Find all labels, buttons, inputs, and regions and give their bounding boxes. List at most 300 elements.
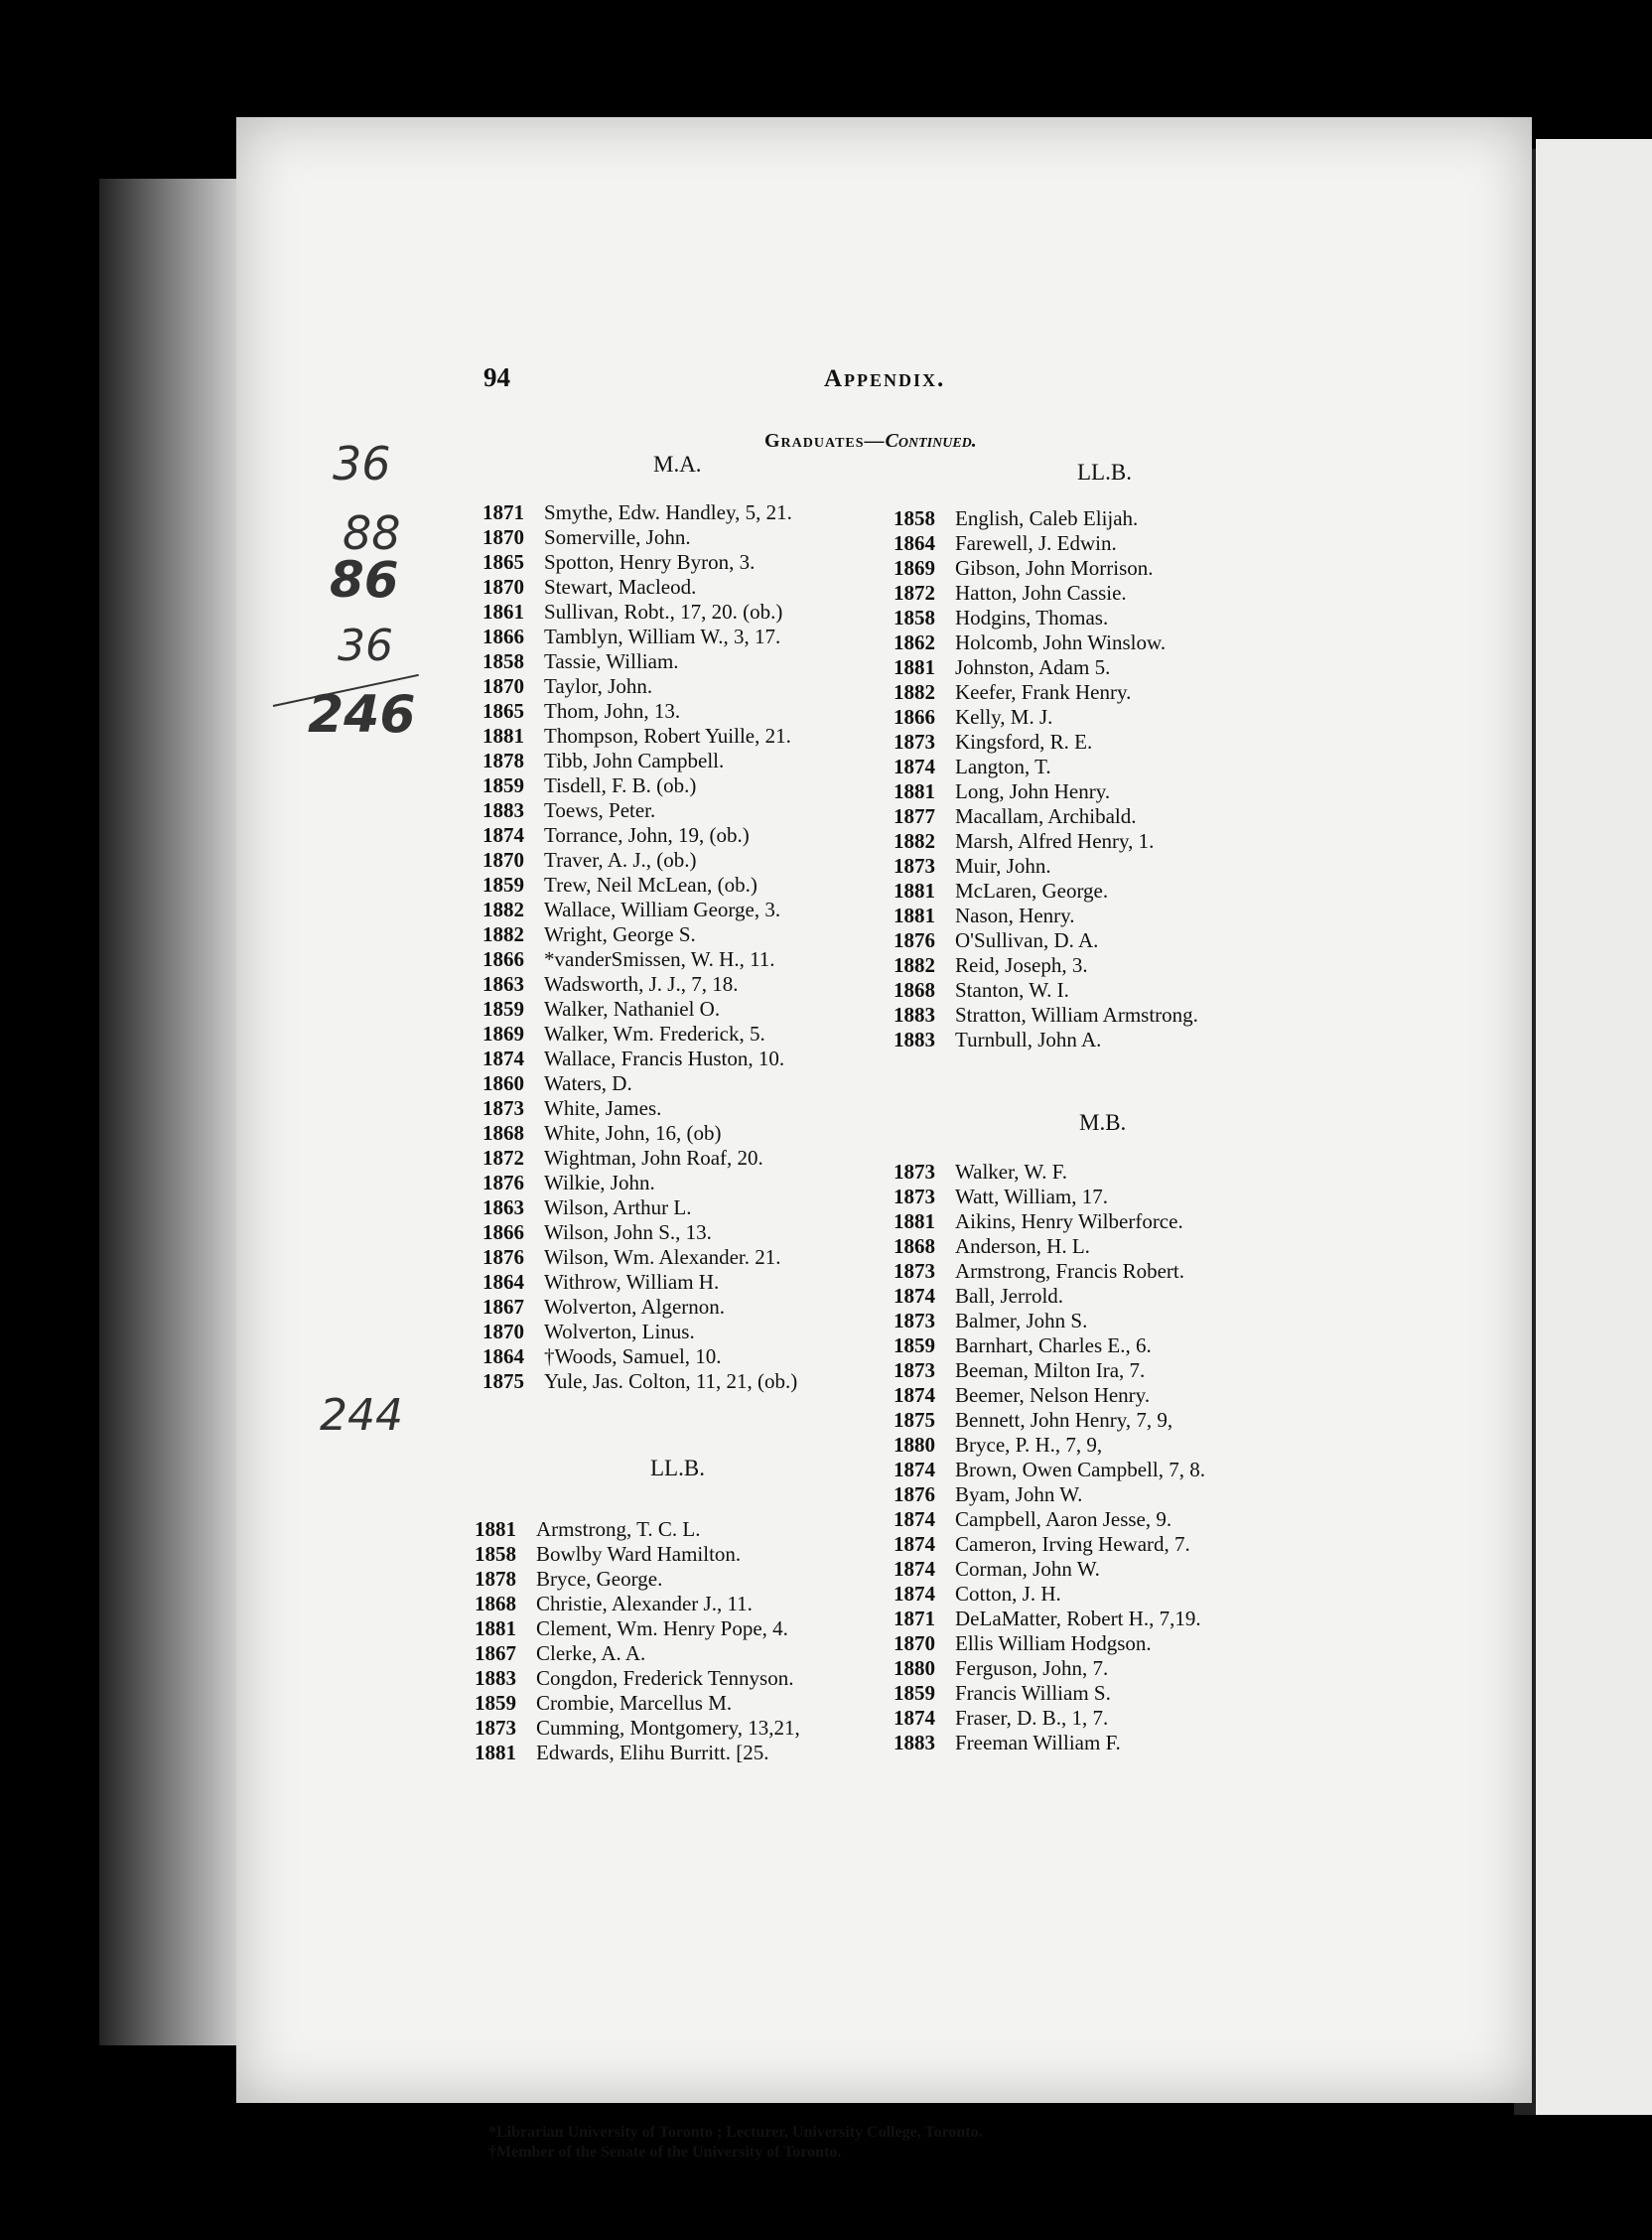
entry-row [482, 1195, 797, 1220]
entry-name: Wilson, Wm. Alexander. 21. [544, 1245, 781, 1269]
entry-row [482, 947, 797, 972]
entry-year: 1873 [894, 854, 935, 878]
entry-name: Kingsford, R. E. [955, 730, 1093, 754]
entry-name: Johnston, Adam 5. [955, 655, 1111, 679]
entry-year: 1874 [894, 1557, 935, 1581]
entry-name: Tisdell, F. B. (ob.) [544, 773, 697, 797]
entry-row [475, 1691, 800, 1716]
entry-row [894, 1458, 1205, 1482]
entry-name: Clement, Wm. Henry Pope, 4. [536, 1616, 788, 1640]
entry-year: 1881 [894, 904, 935, 927]
entry-name: Clerke, A. A. [536, 1641, 646, 1665]
entry-name: Kelly, M. J. [955, 705, 1053, 729]
entry-year: 1881 [894, 655, 935, 679]
entry-row [894, 1433, 1205, 1458]
entry-row [894, 1259, 1205, 1284]
entry-name: Wilson, Arthur L. [544, 1195, 692, 1219]
entry-year: 1881 [475, 1616, 516, 1640]
entry-row [894, 1358, 1205, 1383]
entry-year: 1873 [894, 1160, 935, 1184]
entry-name: White, James. [544, 1096, 662, 1120]
entry-row [894, 1383, 1205, 1408]
entry-year: 1858 [475, 1542, 516, 1566]
entry-row [482, 1022, 797, 1047]
entry-row [482, 625, 797, 649]
entry-year: 1868 [475, 1592, 516, 1615]
entry-row [894, 1731, 1205, 1755]
entry-name: Farewell, J. Edwin. [955, 531, 1117, 555]
entry-year: 1870 [482, 848, 524, 872]
entry-row [894, 1209, 1205, 1234]
entry-year: 1859 [482, 997, 524, 1021]
entry-name: Corman, John W. [955, 1557, 1100, 1581]
left-llb-heading: LL.B. [650, 1456, 705, 1480]
entry-year: 1875 [894, 1408, 935, 1432]
entry-name: Long, John Henry. [955, 779, 1111, 803]
entry-year: 1882 [894, 953, 935, 977]
entry-name: Muir, John. [955, 854, 1051, 878]
entry-row [894, 1333, 1205, 1358]
entry-name: Thompson, Robert Yuille, 21. [544, 724, 791, 748]
entry-year: 1863 [482, 972, 524, 996]
right-column-heading: LL.B. [1077, 460, 1132, 485]
entry-name: Campbell, Aaron Jesse, 9. [955, 1507, 1172, 1531]
entry-year: 1881 [475, 1517, 516, 1541]
entry-year: 1864 [482, 1270, 524, 1294]
entry-row [894, 1582, 1205, 1607]
entry-name: Taylor, John. [544, 674, 653, 698]
entry-year: 1876 [482, 1171, 524, 1194]
entry-year: 1858 [894, 606, 935, 630]
entry-year: 1874 [482, 1047, 524, 1070]
entry-name: Traver, A. J., (ob.) [544, 848, 697, 872]
entry-name: Armstrong, T. C. L. [536, 1517, 701, 1541]
entry-year: 1874 [894, 1507, 935, 1531]
entry-row [482, 873, 797, 898]
entry-row [482, 898, 797, 922]
entry-year: 1868 [894, 1234, 935, 1258]
entry-year: 1873 [894, 1185, 935, 1208]
entry-name: Nason, Henry. [955, 904, 1075, 927]
entry-year: 1872 [894, 581, 935, 605]
entry-year: 1878 [475, 1567, 516, 1591]
entry-name: Fraser, D. B., 1, 7. [955, 1706, 1109, 1730]
entry-row [894, 854, 1198, 879]
entry-row [482, 1071, 797, 1096]
entry-year: 1880 [894, 1433, 935, 1457]
entry-name: Bowlby Ward Hamilton. [536, 1542, 742, 1566]
entry-row [894, 1309, 1205, 1333]
entry-year: 1870 [482, 525, 524, 549]
entry-name: Spotton, Henry Byron, 3. [544, 550, 756, 574]
entry-row [894, 630, 1198, 655]
entry-row [482, 922, 797, 947]
entry-name: Langton, T. [955, 755, 1051, 778]
footnote-1: *Librarian University of Toronto ; Lecturer, University College, Toronto. [488, 2124, 983, 2141]
entry-name: Wallace, Francis Huston, 10. [544, 1047, 785, 1070]
entry-year: 1861 [482, 600, 524, 624]
entry-year: 1867 [475, 1641, 516, 1665]
entry-row [894, 1003, 1198, 1028]
entry-name: Sullivan, Robt., 17, 20. (ob.) [544, 600, 783, 624]
entry-year: 1875 [482, 1369, 524, 1393]
entry-name: DeLaMatter, Robert H., 7,19. [955, 1607, 1201, 1630]
entry-year: 1874 [894, 1284, 935, 1308]
entry-year: 1882 [894, 829, 935, 853]
entry-row [894, 953, 1198, 978]
entry-name: Keefer, Frank Henry. [955, 680, 1132, 704]
entry-row [894, 978, 1198, 1003]
entry-name: Withrow, William H. [544, 1270, 720, 1294]
entry-year: 1859 [482, 773, 524, 797]
entry-year: 1872 [482, 1146, 524, 1170]
entry-year: 1871 [894, 1607, 935, 1630]
left-column-list [482, 500, 797, 1394]
entry-year: 1858 [482, 649, 524, 673]
entry-row [894, 1408, 1205, 1433]
entry-year: 1873 [894, 1309, 935, 1332]
entry-name: Barnhart, Charles E., 6. [955, 1333, 1152, 1357]
entry-name: Smythe, Edw. Handley, 5, 21. [544, 500, 792, 524]
entry-year: 1866 [894, 705, 935, 729]
entry-year: 1876 [482, 1245, 524, 1269]
entry-name: English, Caleb Elijah. [955, 506, 1139, 530]
entry-row [482, 575, 797, 600]
entry-year: 1882 [894, 680, 935, 704]
entry-name: Bennett, John Henry, 7, 9, [955, 1408, 1173, 1432]
entry-row [475, 1517, 800, 1542]
entry-row [482, 699, 797, 724]
entry-row [482, 1270, 797, 1295]
entry-year: 1870 [894, 1631, 935, 1655]
entry-name: Walker, Wm. Frederick, 5. [544, 1022, 765, 1046]
entry-row [894, 1028, 1198, 1052]
entry-name: Waters, D. [544, 1071, 632, 1095]
entry-row [482, 1245, 797, 1270]
entry-year: 1865 [482, 699, 524, 723]
entry-name: Byam, John W. [955, 1482, 1083, 1506]
entry-name: Wolverton, Linus. [544, 1320, 695, 1343]
entry-row [475, 1666, 800, 1691]
entry-row [482, 1295, 797, 1320]
entry-name: Aikins, Henry Wilberforce. [955, 1209, 1183, 1233]
entry-year: 1874 [894, 1458, 935, 1481]
entry-name: Stratton, William Armstrong. [955, 1003, 1198, 1027]
entry-row [894, 506, 1198, 531]
entry-row [482, 1320, 797, 1344]
entry-name: Walker, Nathaniel O. [544, 997, 721, 1021]
entry-name: Holcomb, John Winslow. [955, 630, 1167, 654]
book-spine-shadow [99, 179, 238, 2045]
entry-row [894, 879, 1198, 904]
entry-year: 1881 [894, 1209, 935, 1233]
entry-name: Wallace, William George, 3. [544, 898, 781, 921]
entry-year: 1883 [475, 1666, 516, 1690]
entry-row [894, 1507, 1205, 1532]
entry-name: Watt, William, 17. [955, 1185, 1108, 1208]
entry-name: Cumming, Montgomery, 13,21, [536, 1716, 800, 1740]
entry-year: 1881 [482, 724, 524, 748]
entry-name: Walker, W. F. [955, 1160, 1068, 1184]
entry-name: Freeman William F. [955, 1731, 1121, 1754]
entry-name: Toews, Peter. [544, 798, 656, 822]
entry-row [482, 674, 797, 699]
entry-name: Wolverton, Algernon. [544, 1295, 726, 1319]
entry-year: 1874 [894, 1532, 935, 1556]
entry-row [475, 1741, 800, 1765]
handwritten-margin-note: 244 [320, 1390, 403, 1441]
entry-name: Wright, George S. [544, 922, 696, 946]
entry-row [482, 525, 797, 550]
entry-name: Stanton, W. I. [955, 978, 1069, 1002]
entry-year: 1878 [482, 749, 524, 772]
entry-name: Beeman, Milton Ira, 7. [955, 1358, 1146, 1382]
entry-row [482, 773, 797, 798]
entry-year: 1883 [894, 1003, 935, 1027]
entry-year: 1864 [894, 531, 935, 555]
entry-year: 1859 [475, 1691, 516, 1715]
entry-row [894, 928, 1198, 953]
entry-row [475, 1542, 800, 1567]
entry-row [482, 1047, 797, 1071]
entry-name: Ball, Jerrold. [955, 1284, 1064, 1308]
entry-name: Cameron, Irving Heward, 7. [955, 1532, 1190, 1556]
entry-name: Stewart, Macleod. [544, 575, 697, 599]
left-llb-list [475, 1517, 800, 1765]
entry-row [482, 848, 797, 873]
entry-row [482, 1369, 797, 1394]
entry-year: 1873 [475, 1716, 516, 1740]
entry-row [894, 1284, 1205, 1309]
entry-name: Trew, Neil McLean, (ob.) [544, 873, 757, 897]
entry-year: 1874 [894, 755, 935, 778]
entry-year: 1869 [894, 556, 935, 580]
entry-name: Bryce, George. [536, 1567, 663, 1591]
entry-row [894, 1160, 1205, 1185]
entry-name: *vanderSmissen, W. H., 11. [544, 947, 775, 971]
facing-page-edge [1536, 139, 1652, 2115]
entry-row [894, 1557, 1205, 1582]
entry-name: Brown, Owen Campbell, 7, 8. [955, 1458, 1205, 1481]
subhead-main: Graduates— [764, 430, 886, 452]
entry-name: White, John, 16, (ob) [544, 1121, 722, 1145]
entry-row [482, 1171, 797, 1195]
entry-row [482, 798, 797, 823]
entry-year: 1860 [482, 1071, 524, 1095]
handwritten-number-3: 86 [330, 551, 399, 609]
entry-name: Anderson, H. L. [955, 1234, 1090, 1258]
entry-row [894, 804, 1198, 829]
handwritten-number-4: 36 [338, 621, 393, 671]
entry-name: Hatton, John Cassie. [955, 581, 1127, 605]
handwritten-number-2: 88 [343, 506, 401, 560]
handwritten-number-1: 36 [333, 437, 391, 490]
entry-row [894, 1234, 1205, 1259]
entry-row [482, 1344, 797, 1369]
entry-name: Marsh, Alfred Henry, 1. [955, 829, 1155, 853]
entry-row [482, 1096, 797, 1121]
entry-name: Francis William S. [955, 1681, 1111, 1705]
entry-row [475, 1616, 800, 1641]
mb-heading: M.B. [1079, 1110, 1127, 1135]
entry-year: 1858 [894, 506, 935, 530]
entry-year: 1882 [482, 922, 524, 946]
entry-row [482, 1220, 797, 1245]
entry-row [894, 1607, 1205, 1631]
entry-row [894, 705, 1198, 730]
entry-name: Ellis William Hodgson. [955, 1631, 1152, 1655]
entry-name: Thom, John, 13. [544, 699, 681, 723]
entry-name: Hodgins, Thomas. [955, 606, 1109, 630]
entry-row [475, 1592, 800, 1616]
entry-year: 1864 [482, 1344, 524, 1368]
entry-name: Balmer, John S. [955, 1309, 1088, 1332]
scanned-page [236, 117, 1532, 2103]
entry-name: Tamblyn, William W., 3, 17. [544, 625, 781, 648]
entry-name: Somerville, John. [544, 525, 691, 549]
entry-name: Crombie, Marcellus M. [536, 1691, 733, 1715]
entry-row [482, 600, 797, 625]
entry-year: 1882 [482, 898, 524, 921]
entry-year: 1876 [894, 928, 935, 952]
page-number: 94 [483, 362, 510, 392]
entry-year: 1873 [482, 1096, 524, 1120]
entry-row [894, 1681, 1205, 1706]
entry-row [482, 823, 797, 848]
entry-name: Yule, Jas. Colton, 11, 21, (ob.) [544, 1369, 798, 1393]
entry-year: 1859 [894, 1681, 935, 1705]
entry-row [482, 649, 797, 674]
footnote-2: †Member of the Senate of the University of Toronto. [488, 2144, 842, 2161]
entry-year: 1881 [894, 779, 935, 803]
entry-year: 1883 [894, 1731, 935, 1754]
entry-row [894, 1706, 1205, 1731]
entry-name: Tassie, William. [544, 649, 679, 673]
entry-name: Beemer, Nelson Henry. [955, 1383, 1151, 1407]
entry-name: Cotton, J. H. [955, 1582, 1061, 1606]
entry-name: Wightman, John Roaf, 20. [544, 1146, 763, 1170]
entry-year: 1873 [894, 730, 935, 754]
running-head: Appendix. [824, 365, 946, 392]
entry-name: O'Sullivan, D. A. [955, 928, 1099, 952]
entry-year: 1874 [894, 1582, 935, 1606]
entry-row [894, 680, 1198, 705]
entry-row [894, 904, 1198, 928]
entry-year: 1859 [894, 1333, 935, 1357]
entry-row [894, 581, 1198, 606]
entry-name: McLaren, George. [955, 879, 1109, 903]
entry-year: 1868 [894, 978, 935, 1002]
entry-name: Gibson, John Morrison. [955, 556, 1154, 580]
entry-year: 1874 [482, 823, 524, 847]
entry-name: Armstrong, Francis Robert. [955, 1259, 1184, 1283]
entry-year: 1873 [894, 1358, 935, 1382]
entry-year: 1881 [894, 879, 935, 903]
entry-row [894, 655, 1198, 680]
entry-year: 1865 [482, 550, 524, 574]
entry-name: Christie, Alexander J., 11. [536, 1592, 753, 1615]
entry-year: 1870 [482, 1320, 524, 1343]
entry-year: 1880 [894, 1656, 935, 1680]
entry-row [482, 1121, 797, 1146]
entry-row [894, 1532, 1205, 1557]
entry-row [482, 972, 797, 997]
mb-list [894, 1160, 1205, 1755]
entry-year: 1859 [482, 873, 524, 897]
entry-name: Congdon, Frederick Tennyson. [536, 1666, 794, 1690]
entry-year: 1874 [894, 1383, 935, 1407]
entry-row [482, 1146, 797, 1171]
entry-row [482, 500, 797, 525]
entry-row [894, 531, 1198, 556]
entry-year: 1870 [482, 674, 524, 698]
right-column-list [894, 506, 1198, 1052]
entry-row [475, 1716, 800, 1741]
entry-row [894, 755, 1198, 779]
entry-name: Tibb, John Campbell. [544, 749, 725, 772]
entry-year: 1867 [482, 1295, 524, 1319]
entry-year: 1863 [482, 1195, 524, 1219]
entry-year: 1866 [482, 625, 524, 648]
entry-row [482, 997, 797, 1022]
entry-row [894, 1482, 1205, 1507]
entry-year: 1883 [894, 1028, 935, 1051]
entry-row [475, 1567, 800, 1592]
entry-row [894, 829, 1198, 854]
entry-row [482, 724, 797, 749]
entry-year: 1873 [894, 1259, 935, 1283]
entry-name: Ferguson, John, 7. [955, 1656, 1109, 1680]
entry-row [482, 749, 797, 773]
entry-name: Bryce, P. H., 7, 9, [955, 1433, 1103, 1457]
entry-year: 1877 [894, 804, 935, 828]
entry-year: 1866 [482, 947, 524, 971]
entry-year: 1874 [894, 1706, 935, 1730]
entry-row [894, 606, 1198, 630]
entry-row [894, 1185, 1205, 1209]
entry-name: Edwards, Elihu Burritt. [25. [536, 1741, 769, 1764]
entry-row [894, 1656, 1205, 1681]
entry-year: 1883 [482, 798, 524, 822]
entry-row [475, 1641, 800, 1666]
entry-name: Reid, Joseph, 3. [955, 953, 1088, 977]
entry-name: †Woods, Samuel, 10. [544, 1344, 722, 1368]
entry-year: 1869 [482, 1022, 524, 1046]
entry-row [894, 556, 1198, 581]
entry-name: Torrance, John, 19, (ob.) [544, 823, 750, 847]
entry-row [894, 779, 1198, 804]
left-column-heading: M.A. [653, 452, 702, 477]
entry-name: Macallam, Archibald. [955, 804, 1137, 828]
entry-year: 1876 [894, 1482, 935, 1506]
entry-name: Wilkie, John. [544, 1171, 655, 1194]
subhead-continued: Continued. [885, 430, 977, 452]
entry-year: 1870 [482, 575, 524, 599]
entry-row [894, 1631, 1205, 1656]
entry-year: 1868 [482, 1121, 524, 1145]
handwritten-total: 246 [308, 685, 416, 745]
entry-name: Wilson, John S., 13. [544, 1220, 712, 1244]
entry-name: Turnbull, John A. [955, 1028, 1102, 1051]
entry-row [894, 730, 1198, 755]
section-subhead [764, 430, 977, 453]
entry-year: 1871 [482, 500, 524, 524]
entry-name: Wadsworth, J. J., 7, 18. [544, 972, 739, 996]
entry-year: 1881 [475, 1741, 516, 1764]
entry-year: 1866 [482, 1220, 524, 1244]
entry-year: 1862 [894, 630, 935, 654]
entry-row [482, 550, 797, 575]
